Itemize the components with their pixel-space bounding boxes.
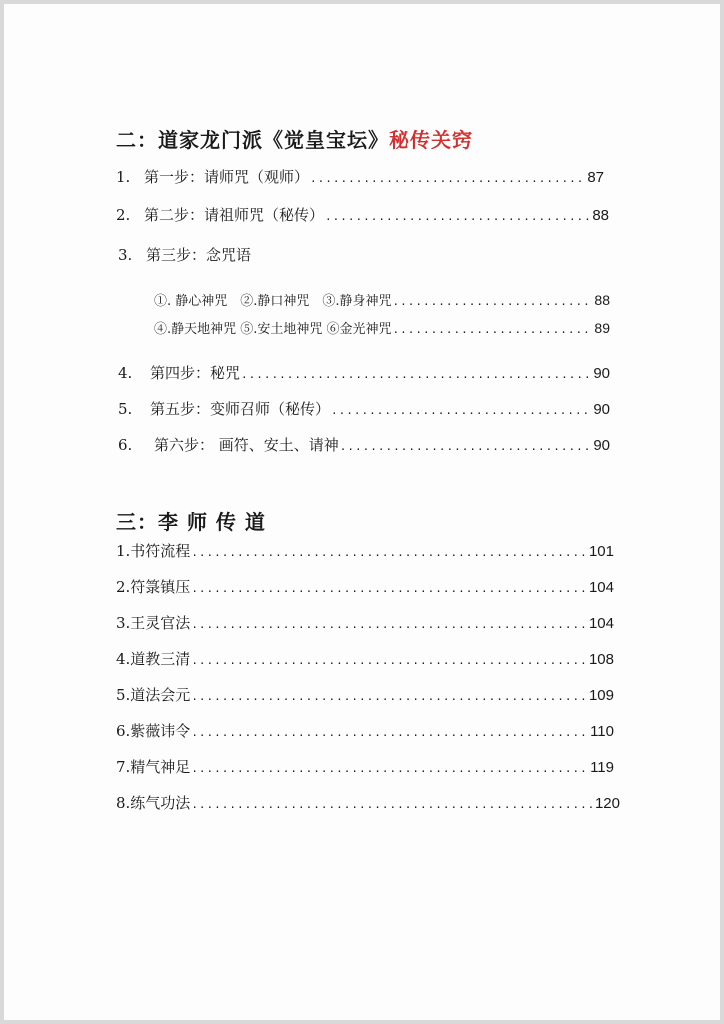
page-number: 90 — [593, 365, 610, 382]
section3-title: 三：李 师 传 道 — [116, 510, 266, 534]
dot-leader — [191, 546, 588, 559]
entry-label: 8.练气功法 — [116, 794, 191, 812]
entry-label: 4.道教三清 — [116, 650, 191, 668]
dot-leader — [191, 690, 588, 703]
toc-entry-s3-2[interactable] — [116, 576, 614, 597]
subentry-label: ④.静天地神咒 ⑤.安土地神咒 ⑥金光神咒 — [154, 322, 392, 337]
toc-entry-s3-4[interactable] — [116, 648, 614, 669]
entry-label: 5.道法会元 — [116, 686, 191, 704]
toc-entry-step5[interactable] — [118, 398, 610, 419]
toc-entry-step3[interactable] — [118, 244, 251, 265]
entry-number: 2. — [116, 206, 131, 224]
toc-entry-step4[interactable] — [118, 362, 610, 383]
page-number: 89 — [594, 320, 610, 336]
dot-leader — [393, 323, 594, 336]
entry-label: 第三步：念咒语 — [146, 246, 252, 264]
entry-number: 3. — [118, 246, 133, 264]
dot-leader — [331, 404, 592, 417]
page-number: 108 — [588, 651, 614, 668]
page-number: 101 — [588, 543, 614, 560]
page-number: 104 — [588, 579, 614, 596]
dot-leader — [191, 582, 588, 595]
dot-leader — [310, 172, 586, 185]
page-number: 90 — [593, 401, 610, 418]
dot-leader — [191, 654, 588, 667]
section3-heading — [116, 506, 266, 535]
toc-subentry-1[interactable] — [154, 290, 610, 309]
toc-subentry-2[interactable] — [154, 318, 610, 337]
section2-heading — [116, 124, 473, 153]
entry-label: 第六步： 画符、安土、请神 — [154, 436, 339, 454]
dot-leader — [191, 762, 589, 775]
toc-entry-step6[interactable] — [118, 434, 610, 455]
page-number: 104 — [588, 615, 614, 632]
dot-leader — [325, 210, 591, 223]
entry-number: 1. — [116, 168, 131, 186]
entry-label: 第一步：请师咒（观师） — [144, 168, 310, 186]
entry-label: 第二步：请祖师咒（秘传） — [144, 206, 325, 224]
entry-label: 第四步：秘咒 — [150, 364, 241, 382]
dot-leader — [191, 726, 589, 739]
dot-leader — [191, 798, 594, 811]
entry-number: 4. — [118, 364, 133, 382]
entry-label: 第五步：变师召师（秘传） — [150, 400, 331, 418]
entry-label: 1.书符流程 — [116, 542, 191, 560]
page-number: 88 — [594, 292, 610, 308]
page-number: 87 — [587, 169, 604, 186]
dot-leader — [191, 618, 588, 631]
page-number: 120 — [594, 795, 620, 812]
section2-title-main: 二：道家龙门派《觉皇宝坛》 — [116, 128, 389, 152]
entry-number: 5. — [118, 400, 133, 418]
entry-label: 3.王灵官法 — [116, 614, 191, 632]
toc-entry-step1[interactable] — [116, 166, 604, 187]
dot-leader — [393, 295, 594, 308]
section2-title-accent: 秘传关窍 — [389, 128, 473, 152]
toc-entry-s3-3[interactable] — [116, 612, 614, 633]
entry-label: 7.精气神足 — [116, 758, 191, 776]
page-number: 119 — [590, 759, 614, 776]
toc-entry-s3-6[interactable] — [116, 720, 614, 741]
page-number: 110 — [590, 723, 614, 740]
dot-leader — [241, 368, 592, 381]
toc-entry-s3-8[interactable] — [116, 792, 620, 813]
page-number: 88 — [592, 207, 609, 224]
toc-entry-s3-5[interactable] — [116, 684, 614, 705]
page-number: 90 — [593, 437, 610, 454]
toc-entry-step2[interactable] — [116, 204, 609, 225]
page-number: 109 — [588, 687, 614, 704]
entry-label: 6.紫薇讳令 — [116, 722, 191, 740]
entry-label: 2.符箓镇压 — [116, 578, 191, 596]
toc-entry-s3-1[interactable] — [116, 540, 614, 561]
toc-entry-s3-7[interactable] — [116, 756, 614, 777]
document-page — [4, 4, 720, 1020]
dot-leader — [340, 440, 593, 453]
subentry-label: ①. 静心神咒 ②.静口神咒 ③.静身神咒 — [154, 294, 392, 309]
entry-number: 6. — [118, 436, 133, 454]
